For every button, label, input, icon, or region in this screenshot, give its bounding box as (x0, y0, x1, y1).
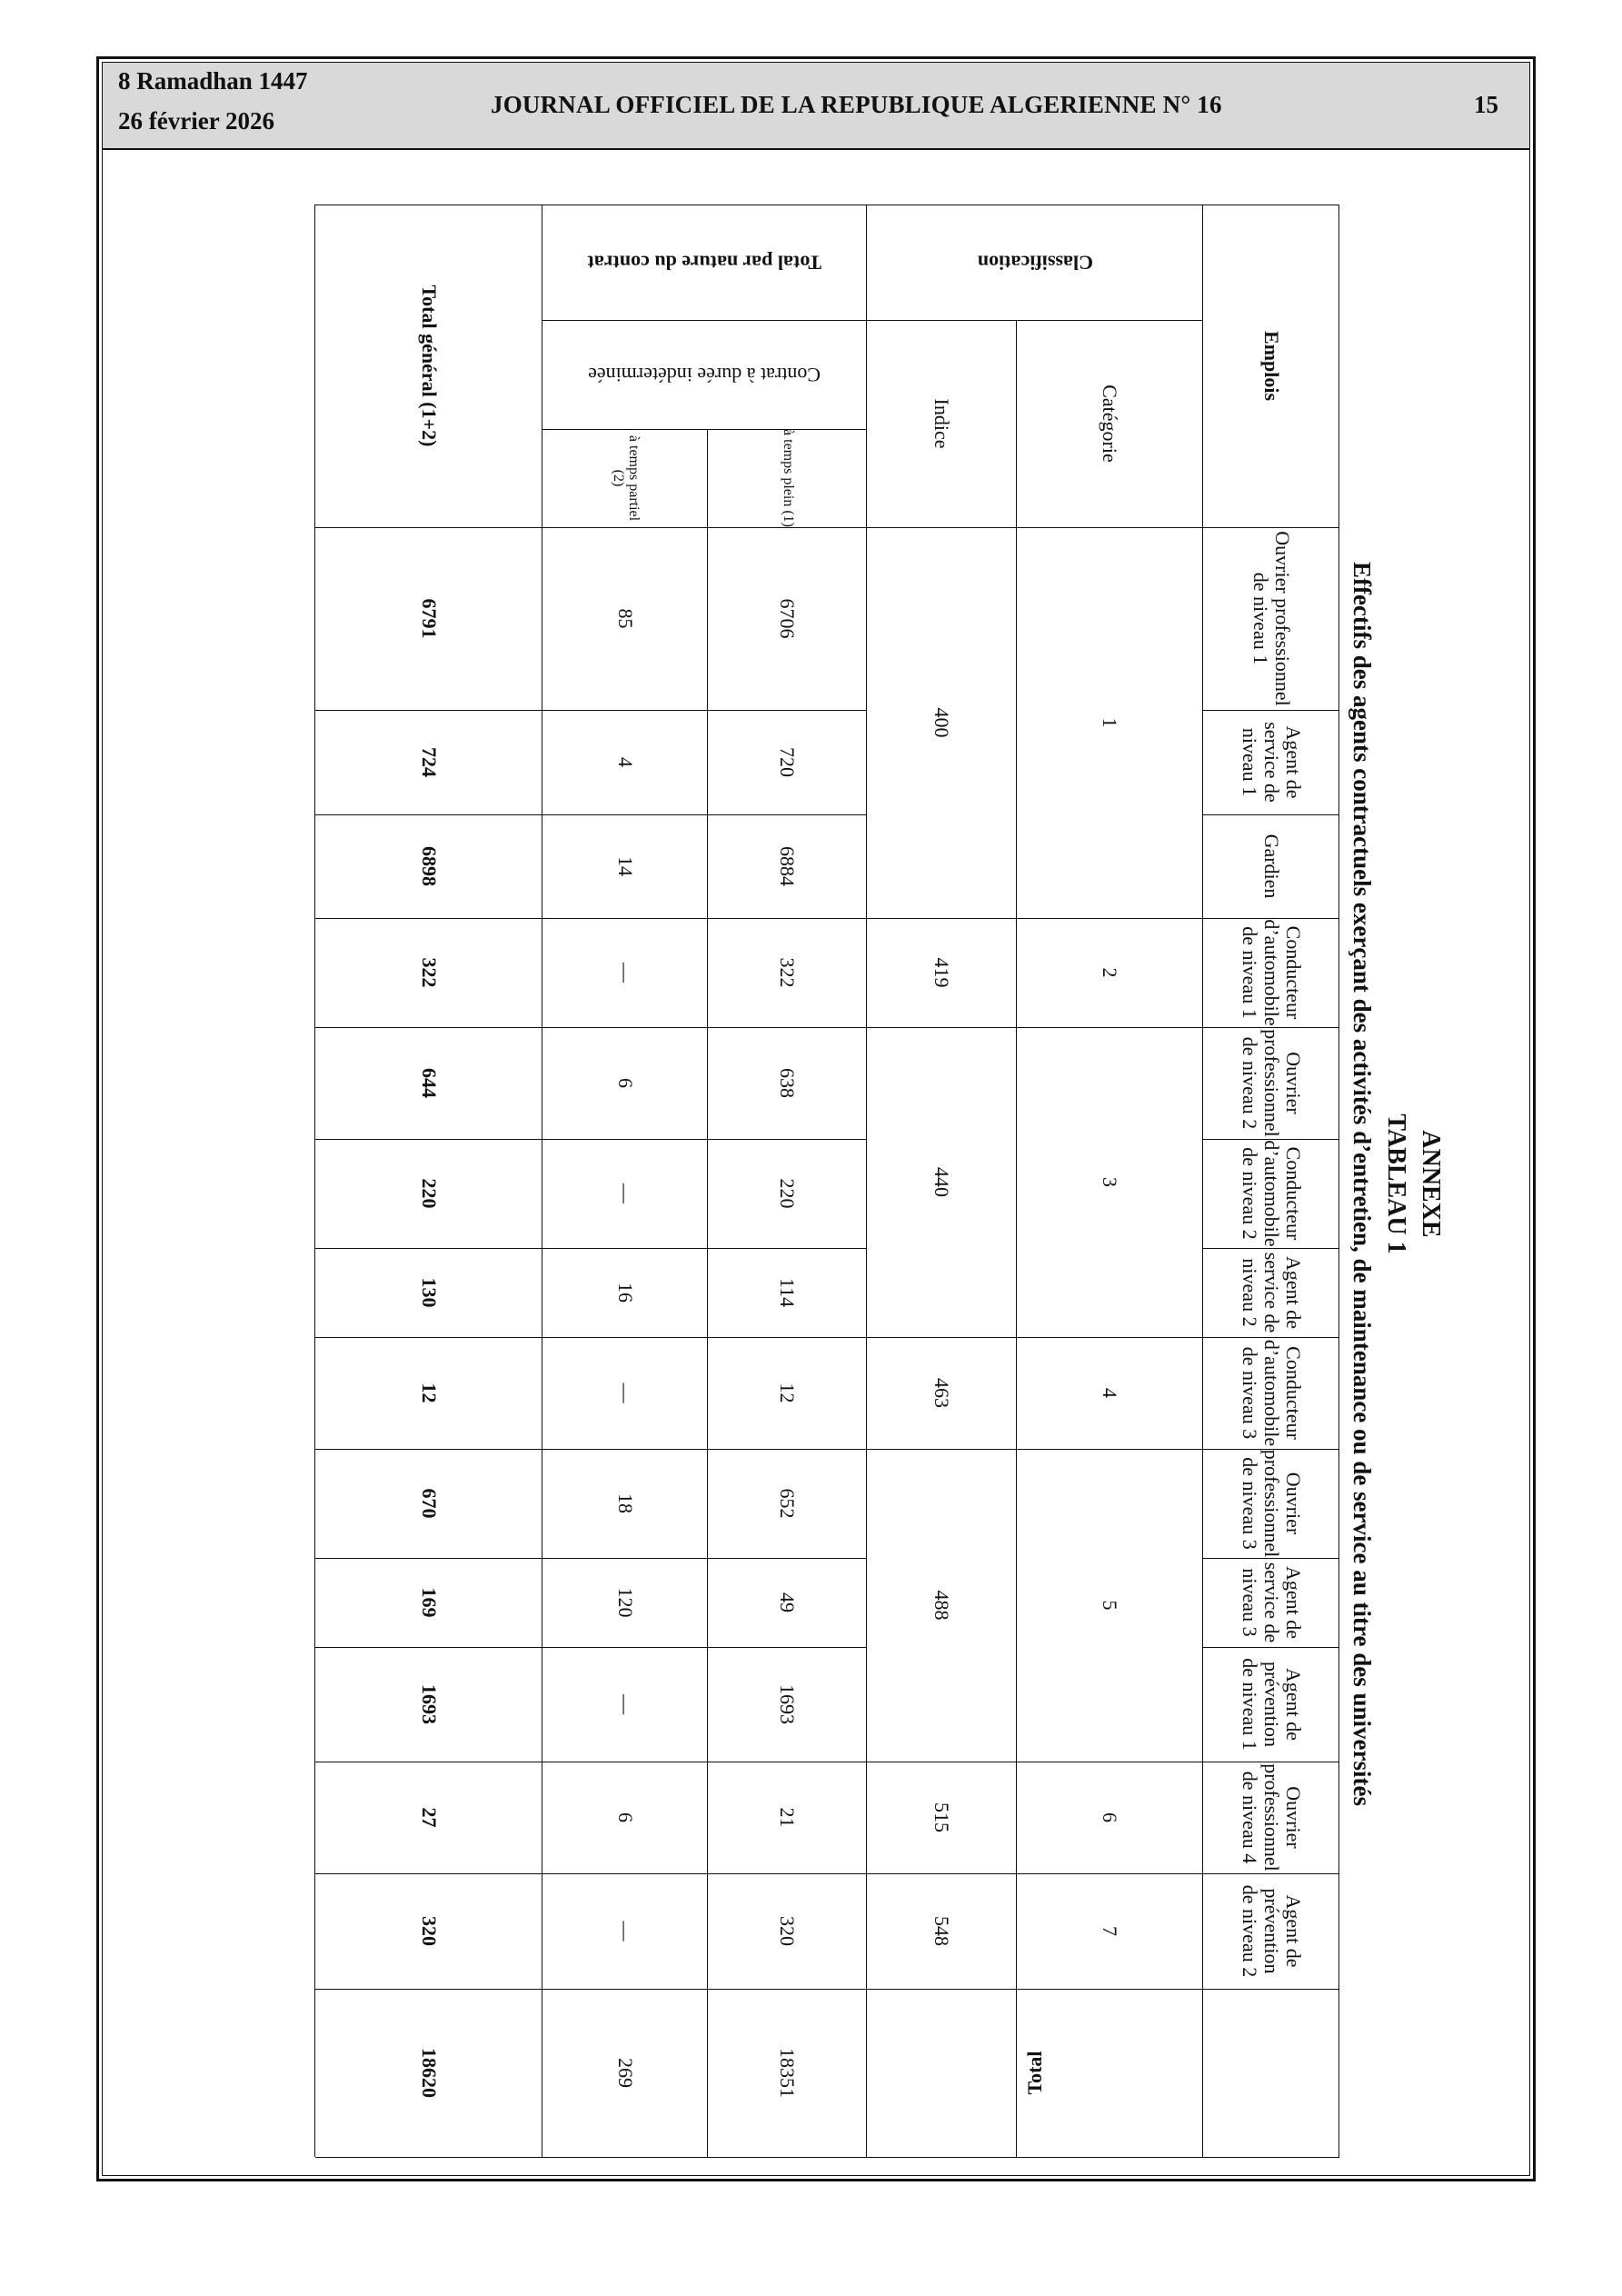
grid-line (867, 1027, 1203, 1028)
temps-plein-value: 1693 (776, 1684, 800, 1724)
label-temps-plein: à temps plein (1) (780, 429, 796, 527)
grid-line (1016, 320, 1017, 2157)
total-general-cell: 644 (417, 1068, 441, 1098)
categorie-value: 5 (1099, 1600, 1122, 1611)
temps-plein-value: 49 (776, 1592, 800, 1612)
grid-line (315, 1027, 867, 1028)
temps-plein-value: 12 (776, 1383, 800, 1403)
indice-value: 515 (930, 1802, 954, 1832)
table-heading: TABLEAU 1 (1382, 1113, 1410, 1254)
temps-plein-value: 6884 (776, 846, 800, 886)
table-border (315, 2157, 1339, 2158)
total-general-cell: 27 (417, 1807, 441, 1828)
grid-line (315, 918, 867, 919)
grid-line (867, 1449, 1203, 1450)
grid-line (1203, 1139, 1339, 1140)
grid-line (315, 527, 1339, 528)
staff-table (95, 205, 1339, 2163)
label-total-par-nature: Total par nature du contrat (587, 251, 822, 275)
emploi-label: Conducteur d’automobile de niveau 2 (1239, 1140, 1305, 1247)
temps-partiel-value: — (613, 1383, 637, 1403)
categorie-value: 2 (1099, 967, 1122, 978)
emploi-label: Conducteur d’automobile de niveau 3 (1239, 1339, 1305, 1447)
total-general-value: 18620 (417, 2048, 441, 2098)
temps-plein-value: 652 (776, 1488, 800, 1519)
grid-line (1203, 710, 1339, 711)
grid-line (1203, 1558, 1339, 1559)
categorie-value: 4 (1099, 1388, 1122, 1398)
page-number: 15 (1474, 91, 1498, 118)
grid-line (315, 710, 867, 711)
grid-line (1203, 814, 1339, 815)
label-temps-partiel: à temps partiel (2) (611, 434, 642, 522)
indice-value: 548 (930, 1916, 954, 1946)
indice-value: 463 (930, 1378, 954, 1408)
grid-line (315, 1558, 867, 1559)
temps-plein-value: 114 (776, 1277, 800, 1308)
indice-value: 488 (930, 1590, 954, 1621)
indice-value: 419 (930, 957, 954, 988)
label-cdi: Contrat à durée indéterminée (588, 363, 821, 386)
temps-partiel-value: 16 (613, 1283, 637, 1303)
total-general-cell: 12 (417, 1383, 441, 1403)
grid-line (1203, 1248, 1339, 1249)
label-classification: Classification (977, 251, 1093, 275)
categorie-value: 3 (1099, 1177, 1122, 1187)
grid-line (1203, 1449, 1339, 1450)
grid-line (867, 918, 1203, 919)
emploi-label: Agent de prévention de niveau 1 (1239, 1658, 1305, 1751)
grid-line (867, 1337, 1203, 1338)
label-indice: Indice (930, 398, 954, 449)
label-total-column: Total (1023, 2051, 1047, 2095)
total-general-cell: 724 (417, 747, 441, 777)
grid-line (315, 1248, 867, 1249)
grid-line (315, 1647, 867, 1648)
temps-partiel-value: 14 (613, 856, 637, 876)
grid-line (1203, 918, 1339, 919)
grid-line (315, 814, 867, 815)
emploi-label: Ouvrier professionnel de niveau 3 (1239, 1449, 1305, 1558)
emploi-label: Ouvrier professionnel de niveau 1 (1249, 531, 1294, 706)
gregorian-date: 26 février 2026 (118, 107, 274, 135)
emploi-label: Agent de service de niveau 1 (1239, 722, 1305, 803)
temps-partiel-value: — (613, 1694, 637, 1714)
temps-plein-value: 21 (776, 1807, 800, 1828)
temps-partiel-value: — (613, 1183, 637, 1203)
hijri-date: 8 Ramadhan 1447 (118, 67, 308, 95)
label-emplois: Emplois (1259, 330, 1283, 402)
indice-value: 440 (930, 1167, 954, 1197)
indice-value: 400 (930, 707, 954, 738)
grid-line (1203, 1027, 1339, 1028)
grid-line (315, 1337, 867, 1338)
grid-line (1203, 1647, 1339, 1648)
grid-line (315, 1873, 867, 1874)
temps-plein-value: 720 (776, 747, 800, 777)
table-border (1338, 205, 1339, 2157)
journal-title: JOURNAL OFFICIEL DE LA REPUBLIQUE ALGERIENNE N° 16 (491, 91, 1222, 118)
emploi-label: Agent de service de niveau 2 (1239, 1252, 1305, 1333)
annex-heading: ANNEXE (1417, 1130, 1445, 1238)
label-total-general: Total général (1+2) (417, 285, 441, 447)
total-temps-plein: 18351 (776, 2048, 800, 2098)
grid-line (1203, 1873, 1339, 1874)
temps-partiel-value: 85 (613, 608, 637, 629)
grid-line (707, 429, 708, 2157)
grid-line (315, 1139, 867, 1140)
temps-plein-value: 6706 (776, 598, 800, 639)
temps-partiel-value: — (613, 1921, 637, 1942)
total-general-cell: 220 (417, 1178, 441, 1209)
grid-line (866, 205, 867, 2157)
categorie-value: 7 (1099, 1926, 1122, 1936)
total-general-cell: 169 (417, 1587, 441, 1618)
temps-partiel-value: 4 (613, 757, 637, 767)
emploi-label: Agent de service de niveau 3 (1239, 1562, 1305, 1643)
temps-partiel-value: 18 (613, 1493, 637, 1513)
emploi-label: Gardien (1259, 834, 1283, 899)
grid-line (315, 1449, 867, 1450)
temps-plein-value: 322 (776, 957, 800, 988)
temps-partiel-value: 120 (613, 1587, 637, 1618)
total-general-cell: 670 (417, 1488, 441, 1519)
grid-line (542, 320, 1203, 321)
total-general-cell: 6898 (417, 846, 441, 886)
categorie-value: 1 (1099, 717, 1122, 728)
grid-line (1202, 205, 1203, 2157)
emploi-label: Ouvrier professionnel de niveau 4 (1239, 1763, 1305, 1872)
total-general-cell: 130 (417, 1277, 441, 1308)
grid-line (867, 1873, 1203, 1874)
emploi-label: Conducteur d’automobile de niveau 1 (1239, 919, 1305, 1026)
temps-plein-value: 638 (776, 1068, 800, 1098)
temps-plein-value: 220 (776, 1178, 800, 1209)
total-general-cell: 322 (417, 957, 441, 988)
table-title: Effectifs des agents contractuels exerçant des activités d’entretien, de maintenance ou de service au titre des universités (1348, 562, 1376, 1806)
emploi-label: Ouvrier professionnel de niveau 2 (1239, 1029, 1305, 1137)
total-general-cell: 320 (417, 1916, 441, 1946)
temps-plein-value: 320 (776, 1916, 800, 1946)
temps-partiel-value: 6 (613, 1812, 637, 1822)
total-general-cell: 6791 (417, 598, 441, 639)
label-categorie: Catégorie (1099, 384, 1122, 463)
grid-line (1203, 1337, 1339, 1338)
grid-line (315, 1989, 1339, 1990)
total-general-cell: 1693 (417, 1684, 441, 1724)
temps-partiel-value: 6 (613, 1078, 637, 1088)
rotated-annex-content (191, 205, 1445, 2163)
emploi-label: Agent de prévention de niveau 2 (1239, 1884, 1305, 1978)
grid-line (542, 429, 867, 430)
table-border (314, 205, 315, 2157)
total-temps-partiel: 269 (613, 2058, 637, 2088)
temps-partiel-value: — (613, 963, 637, 983)
categorie-value: 6 (1099, 1812, 1122, 1822)
